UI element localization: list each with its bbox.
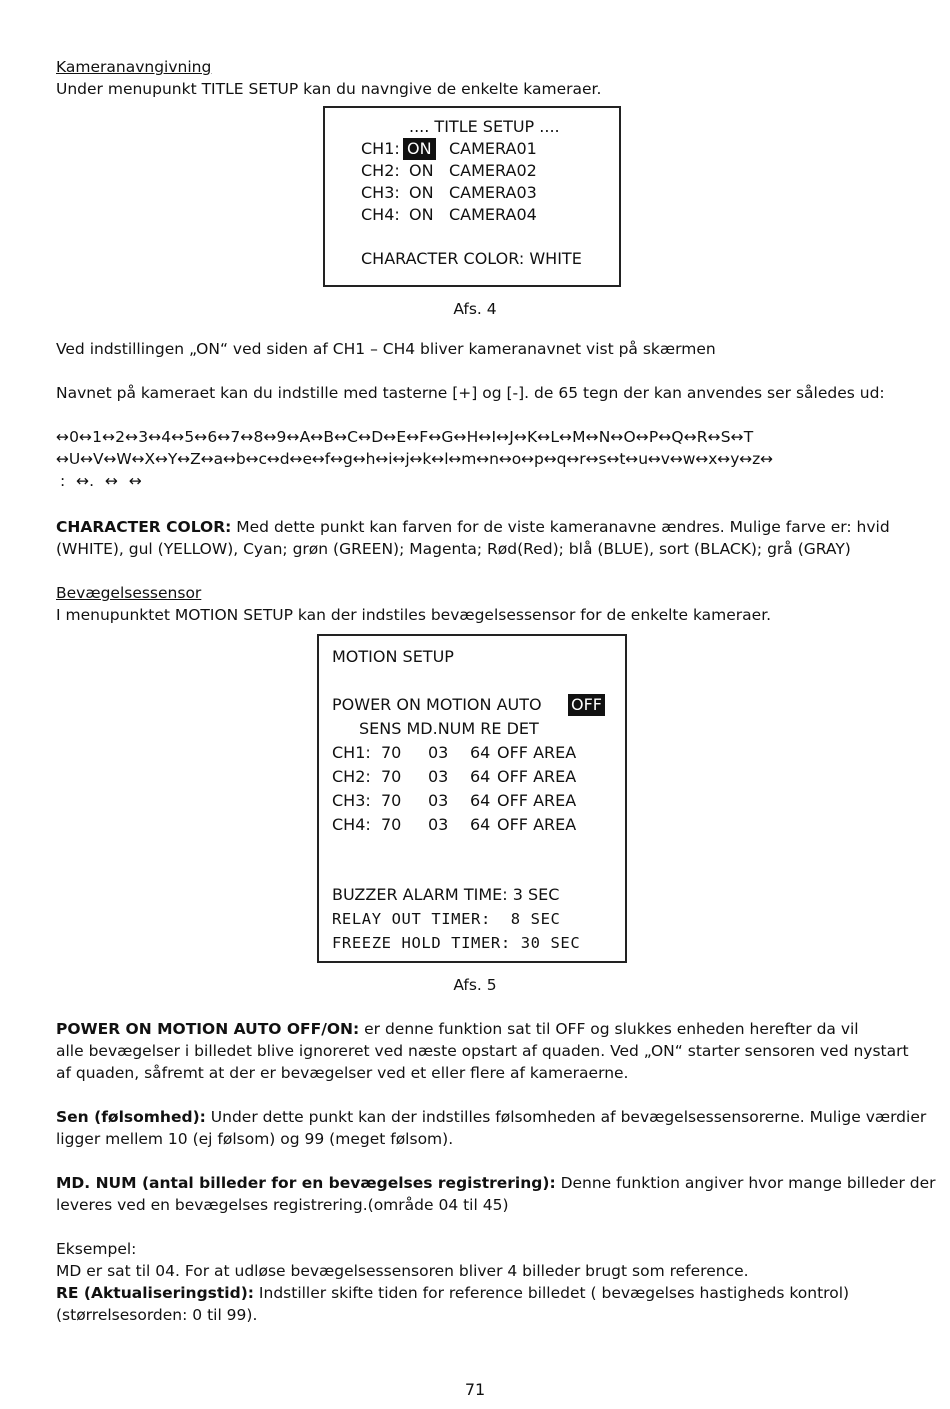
power-on-motion-paragraph-cont: alle bevægelser i billedet blive ignoreret ved næste opstart af quaden. Ved „ON“ starter sensoren ved nystart: [56, 1042, 909, 1060]
example-label: Eksempel:: [56, 1240, 137, 1258]
term-label: MD. NUM (antal billeder for en bevægelses registrering):: [56, 1174, 556, 1192]
title-setup-screen: [323, 106, 621, 287]
charset-line: : ↔. ↔ ↔: [60, 472, 142, 490]
det-value: OFF AREA: [497, 743, 577, 762]
title-setup-header: .... TITLE SETUP ....: [409, 117, 560, 136]
term-text: Med dette punkt kan farven for de viste kameranavne ændres. Mulige farve er: hvid: [231, 518, 890, 536]
md-num-value: 03: [428, 767, 449, 786]
figure-caption: Afs. 5: [453, 976, 497, 994]
sens-value: 70: [381, 791, 402, 810]
section-intro: Under menupunkt TITLE SETUP kan du navngive de enkelte kameraer.: [56, 80, 602, 98]
det-value: OFF AREA: [497, 791, 577, 810]
camera-name: CAMERA04: [449, 205, 537, 224]
relay-out-timer: RELAY OUT TIMER: 8 SEC: [332, 910, 561, 928]
figure-caption: Afs. 4: [453, 300, 497, 318]
channel-label: CH4:: [361, 205, 400, 224]
character-color-paragraph-cont: (WHITE), gul (YELLOW), Cyan; grøn (GREEN); Magenta; Rød(Red); blå (BLUE), sort (BLACK); grå (GRAY): [56, 540, 851, 558]
channel-label: CH3:: [361, 183, 400, 202]
example-text: MD er sat til 04. For at udløse bevægelsessensoren bliver 4 billeder brugt som reference.: [56, 1262, 749, 1280]
md-num-value: 03: [428, 815, 449, 834]
channel-label: CH2:: [361, 161, 400, 180]
paragraph-on-setting: Ved indstillingen „ON“ ved siden af CH1 – CH4 bliver kameranavnet vist på skærmen: [56, 340, 716, 358]
power-on-motion-paragraph-cont: af quaden, såfremt at der er bevægelser ved et eller flere af kameraerne.: [56, 1064, 629, 1082]
power-on-motion-value-selected: OFF: [568, 694, 605, 716]
camera-name: CAMERA01: [449, 139, 537, 158]
md-num-value: 03: [428, 743, 449, 762]
charset-line: ↔0↔1↔2↔3↔4↔5↔6↔7↔8↔9↔A↔B↔C↔D↔E↔F↔G↔H↔I↔J↔K↔L↔M↔N↔O↔P↔Q↔R↔S↔T: [56, 428, 754, 446]
channel-label: CH2:: [332, 767, 371, 786]
section-heading-camera-naming: Kameranavngivning: [56, 58, 212, 76]
page-number: 71: [464, 1380, 486, 1399]
channel-state: ON: [409, 205, 434, 224]
term-label: Sen (følsomhed):: [56, 1108, 206, 1126]
section-heading-motion-sensor: Bevægelsessensor: [56, 584, 202, 602]
power-on-motion-paragraph: [56, 1018, 859, 1040]
channel-label: CH1:: [332, 743, 371, 762]
channel-state-selected: ON: [403, 138, 436, 160]
camera-name: CAMERA02: [449, 161, 537, 180]
re-value: 64: [470, 815, 491, 834]
term-label: RE (Aktualiseringstid):: [56, 1284, 254, 1302]
channel-state: ON: [409, 161, 434, 180]
sens-value: 70: [381, 743, 402, 762]
charset-line: ↔U↔V↔W↔X↔Y↔Z↔a↔b↔c↔d↔e↔f↔g↔h↔i↔j↔k↔l↔m↔n↔o↔p↔q↔r↔s↔t↔u↔v↔w↔x↔y↔z↔: [56, 450, 774, 468]
sens-value: 70: [381, 767, 402, 786]
term-text: Under dette punkt kan der indstilles følsomheden af bevægelsessensorerne. Mulige værdier: [205, 1108, 927, 1126]
section-intro: I menupunktet MOTION SETUP kan der indstiles bevægelsessensor for de enkelte kameraer.: [56, 606, 772, 624]
md-num-paragraph-cont: leveres ved en bevægelses registrering.(område 04 til 45): [56, 1196, 509, 1214]
paragraph-name-keys: Navnet på kameraet kan du indstille med tasterne [+] og [-]. de 65 tegn der kan anvendes ser således ud:: [56, 384, 885, 402]
re-paragraph: [56, 1282, 849, 1304]
channel-label: CH1:: [361, 139, 400, 158]
term-label: POWER ON MOTION AUTO OFF/ON:: [56, 1020, 360, 1038]
channel-label: CH4:: [332, 815, 371, 834]
det-value: OFF AREA: [497, 815, 577, 834]
term-text: er denne funktion sat til OFF og slukkes enheden herefter da vil: [359, 1020, 859, 1038]
term-text: Denne funktion angiver hvor mange billeder der: [555, 1174, 936, 1192]
sensitivity-paragraph-cont: ligger mellem 10 (ej følsom) og 99 (meget følsom).: [56, 1130, 454, 1148]
buzzer-alarm-time: BUZZER ALARM TIME: 3 SEC: [332, 885, 560, 904]
md-num-paragraph: [56, 1172, 936, 1194]
term-text: Indstiller skifte tiden for reference billedet ( bevægelses hastigheds kontrol): [254, 1284, 850, 1302]
re-value: 64: [470, 767, 491, 786]
camera-name: CAMERA03: [449, 183, 537, 202]
re-value: 64: [470, 743, 491, 762]
det-value: OFF AREA: [497, 767, 577, 786]
motion-column-header: SENS MD.NUM RE DET: [359, 719, 539, 738]
sens-value: 70: [381, 815, 402, 834]
term-label: CHARACTER COLOR:: [56, 518, 232, 536]
channel-state: ON: [409, 183, 434, 202]
motion-setup-screen: [317, 634, 627, 963]
freeze-hold-timer: FREEZE HOLD TIMER: 30 SEC: [332, 934, 581, 952]
md-num-value: 03: [428, 791, 449, 810]
motion-setup-header: MOTION SETUP: [332, 647, 454, 666]
channel-label: CH3:: [332, 791, 371, 810]
character-color-paragraph: [56, 516, 890, 538]
character-color-setting: CHARACTER COLOR: WHITE: [361, 249, 582, 268]
re-paragraph-cont: (størrelsesorden: 0 til 99).: [56, 1306, 258, 1324]
re-value: 64: [470, 791, 491, 810]
sensitivity-paragraph: [56, 1106, 926, 1128]
power-on-motion-label: POWER ON MOTION AUTO: [332, 695, 542, 714]
